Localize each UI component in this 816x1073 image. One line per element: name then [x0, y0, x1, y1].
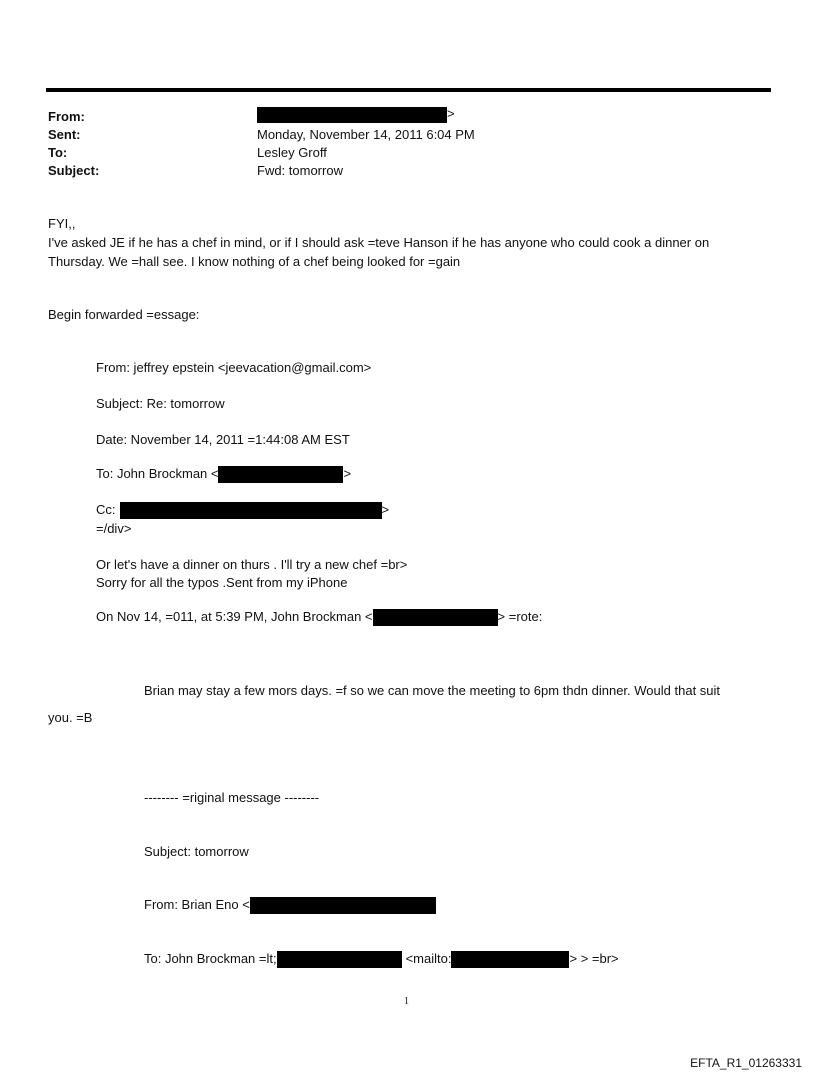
- fwd-on-prefix: On Nov 14, =011, at 5:39 PM, John Brockman <: [96, 609, 373, 624]
- redaction-block: [250, 897, 436, 914]
- orig-to-suffix: > > =br>: [569, 951, 619, 966]
- header-rule: [46, 88, 771, 92]
- greeting: FYI,,: [48, 216, 76, 231]
- quoted-line-2: you. =B: [48, 710, 93, 725]
- subject-label: Subject:: [48, 163, 100, 178]
- fwd-to-suffix: >: [343, 466, 352, 481]
- fwd-to-prefix: To: John Brockman <: [96, 466, 219, 481]
- orig-to-prefix: To: John Brockman =lt;: [144, 951, 277, 966]
- fwd-subject: Subject: Re: tomorrow: [96, 396, 225, 411]
- orig-from-prefix: From: Brian Eno <: [144, 897, 250, 912]
- redaction-block: [451, 951, 569, 968]
- body-line-1: I've asked JE if he has a chef in mind, or if I should ask =teve Hanson if he has anyone who could cook a dinner on: [48, 235, 710, 250]
- redaction-block: [257, 107, 447, 123]
- redaction-block: [218, 466, 343, 483]
- redaction-block: [277, 951, 402, 968]
- sent-value: Monday, November 14, 2011 6:04 PM: [257, 127, 475, 142]
- orig-from: [144, 897, 436, 914]
- fwd-cc: [96, 502, 389, 519]
- fwd-msg-line-1: Or let's have a dinner on thurs . I'll try a new chef =br>: [96, 557, 408, 572]
- from-value: [257, 106, 455, 123]
- footer-id: EFTA_R1_01263331: [690, 1056, 802, 1070]
- page-number: 1: [404, 996, 409, 1007]
- redaction-block: [120, 502, 382, 519]
- fwd-div-close: =/div>: [96, 521, 132, 536]
- fwd-msg-line-2: Sorry for all the typos .Sent from my iPhone: [96, 575, 348, 590]
- redaction-block: [373, 609, 498, 626]
- fwd-date: Date: November 14, 2011 =1:44:08 AM EST: [96, 432, 350, 447]
- orig-to: [144, 951, 619, 968]
- to-value: Lesley Groff: [257, 145, 327, 160]
- from-label: From:: [48, 109, 85, 124]
- orig-subject: Subject: tomorrow: [144, 844, 249, 859]
- fwd-cc-suffix: >: [381, 502, 390, 517]
- orig-msg-header: -------- =riginal message --------: [144, 790, 320, 805]
- fwd-cc-prefix: Cc:: [96, 502, 116, 517]
- sent-label: Sent:: [48, 127, 81, 142]
- from-suffix: >: [447, 106, 455, 121]
- fwd-on-line: [96, 609, 542, 626]
- fwd-from: From: jeffrey epstein <jeevacation@gmail.com>: [96, 360, 372, 375]
- fwd-to: [96, 466, 351, 483]
- fwd-on-suffix: > =rote:: [497, 609, 543, 624]
- quoted-line-1: Brian may stay a few mors days. =f so we can move the meeting to 6pm thdn dinner. Would that suit: [144, 683, 721, 698]
- body-line-2: Thursday. We =hall see. I know nothing of a chef being looked for =gain: [48, 254, 461, 269]
- orig-to-mailto: <mailto:: [405, 951, 452, 966]
- subject-value: Fwd: tomorrow: [257, 163, 343, 178]
- to-label: To:: [48, 145, 68, 160]
- begin-forwarded: Begin forwarded =essage:: [48, 307, 200, 322]
